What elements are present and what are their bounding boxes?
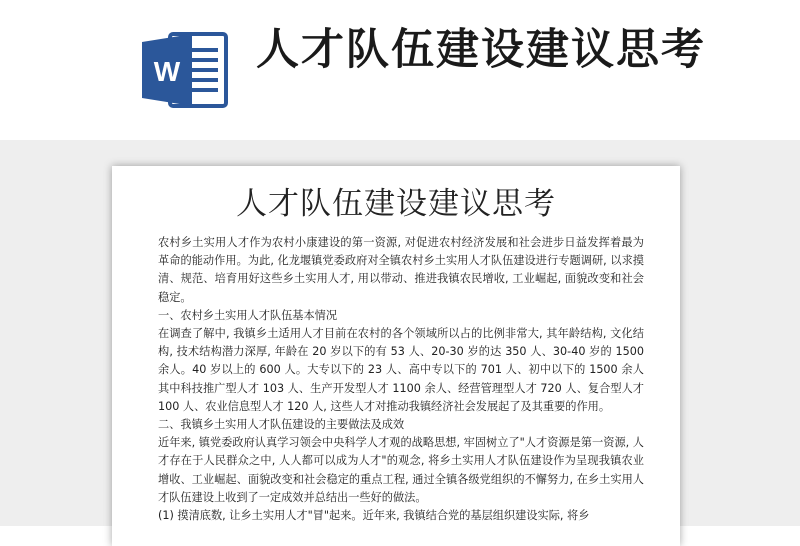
page-title: 人才队伍建设建议思考 bbox=[256, 25, 706, 75]
paragraph-measures: 近年来, 镇党委政府认真学习领会中央科学人才观的战略思想, 牢固树立了"人才资源是第一资源, 人才存在于人民群众之中, 人人都可以成为人才"的观念, 将乡土实用人才队伍建设作为呈现我镇农业增收、工业崛起、面貌改变和社会稳定的重点工程, 通过全镇各级党组织的不懈努力, 在乡土实用人才队伍建设上收到了一定成效并总结出一些好的做法。 bbox=[158, 436, 644, 504]
paragraph-intro: 农村乡土实用人才作为农村小康建设的第一资源, 对促进农村经济发展和社会进步日益发挥着最为革命的能动作用。为此, 化龙堰镇党委政府对全镇农村乡土实用人才队伍建设进行专题调研, 以求摸清、规范、培育用好这些乡土实用人才, 用以带动、推进我镇农民增收, 工业崛起, 面貌改变和社会稳定。 bbox=[158, 236, 644, 304]
section-heading-2: 二、我镇乡土实用人才队伍建设的主要做法及成效 bbox=[158, 418, 405, 432]
document-title: 人才队伍建设建议思考 bbox=[236, 186, 556, 222]
paragraph-survey: 在调查了解中, 我镇乡土适用人才目前在农村的各个领域所以占的比例非常大, 其年龄结构, 文化结构, 技术结构潜力深厚, 年龄在 20 岁以下的有 53 人、20-30 岁的达 350 人、30-40 岁的 1500 余人。40 岁以上的 600 人。大专以下的 23 人、高中专以下的 701 人、初中以下的 1500 余人其中科技推广型人才 103 人、生产开发型人才 1100 余人、经营管理型人才 720 人、复合型人才 100 人、农业信息型人才 120 人, 这些人才对推动我镇经济社会发展起了及其重要的作用。 bbox=[158, 327, 644, 413]
word-icon-letter: W bbox=[153, 56, 181, 87]
paragraph-item-1: (1) 摸清底数, 让乡土实用人才"冒"起来。近年来, 我镇结合党的基层组织建设实际, 将乡 bbox=[158, 509, 590, 523]
document-page bbox=[112, 166, 680, 546]
section-heading-1: 一、农村乡土实用人才队伍基本情况 bbox=[158, 308, 338, 322]
header-banner bbox=[0, 0, 800, 140]
document-body bbox=[158, 234, 644, 525]
word-document-icon bbox=[140, 30, 232, 110]
